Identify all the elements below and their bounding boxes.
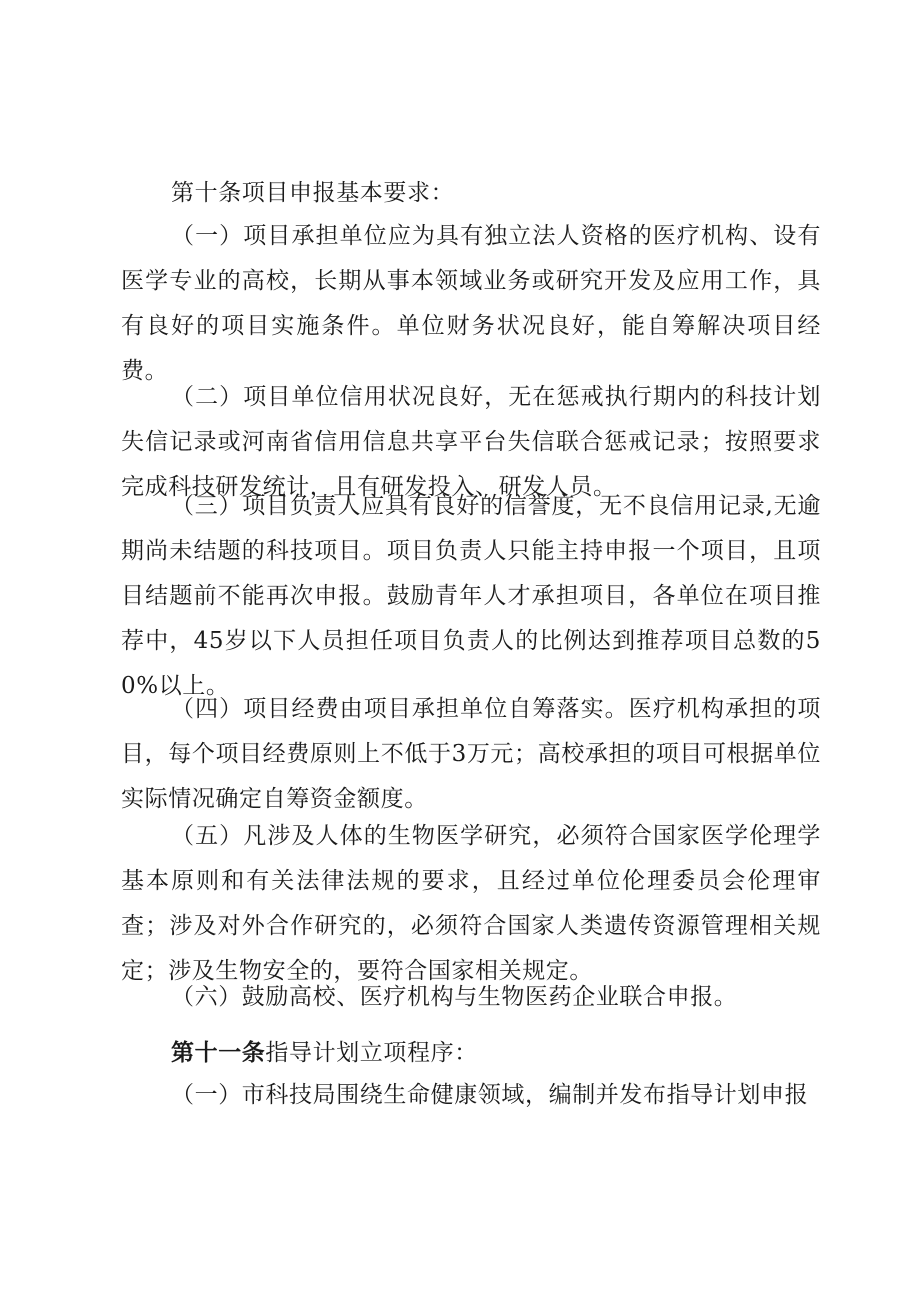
requirement-5-paragraph: （五）凡涉及人体的生物医学研究，必须符合国家医学伦理学基本原则和有关法律法规的要求，且经过单位伦理委员会伦理审查；涉及对外合作研究的，必须符合国家人类遗传资源管理相关规定；涉及生物安全的，要符合国家相关规定。 xyxy=(121,823,821,984)
article-10-heading: 第十条项目申报基本要求： xyxy=(171,180,455,206)
procedure-1-paragraph: （一）市科技局围绕生命健康领域，编制并发布指导计划申报 xyxy=(171,1082,809,1108)
requirement-4-paragraph: （四）项目经费由项目承担单位自筹落实。医疗机构承担的项目，每个项目经费原则上不低于3万元；高校承担的项目可根据单位实际情况确定自筹资金额度。 xyxy=(121,696,821,812)
requirement-1-paragraph: （一）项目承担单位应为具有独立法人资格的医疗机构、设有医学专业的高校，长期从事本领域业务或研究开发及应用工作，具有良好的项目实施条件。单位财务状况良好，能自筹解决项目经费。 xyxy=(121,223,821,384)
article-11-text: 指导计划立项程序： xyxy=(265,1040,478,1066)
article-11-heading xyxy=(121,1030,821,1076)
requirement-3-paragraph: （三）项目负责人应具有良好的信誉度，无不良信用记录,无逾期尚未结题的科技项目。项目负责人只能主持申报一个项目，且项目结题前不能再次申报。鼓励青年人才承担项目，各单位在项目推荐中，45岁以下人员担任项目负责人的比例达到推荐项目总数的50%以上。 xyxy=(121,493,821,699)
requirement-6-paragraph: （六）鼓励高校、医疗机构与生物医药企业联合申报。 xyxy=(171,984,738,1010)
requirement-2-paragraph: （二）项目单位信用状况良好，无在惩戒执行期内的科技计划失信记录或河南省信用信息共享平台失信联合惩戒记录；按照要求完成科技研发统计，且有研发投入、研发人员。 xyxy=(121,384,821,500)
article-11-label: 第十一条 xyxy=(171,1039,266,1066)
